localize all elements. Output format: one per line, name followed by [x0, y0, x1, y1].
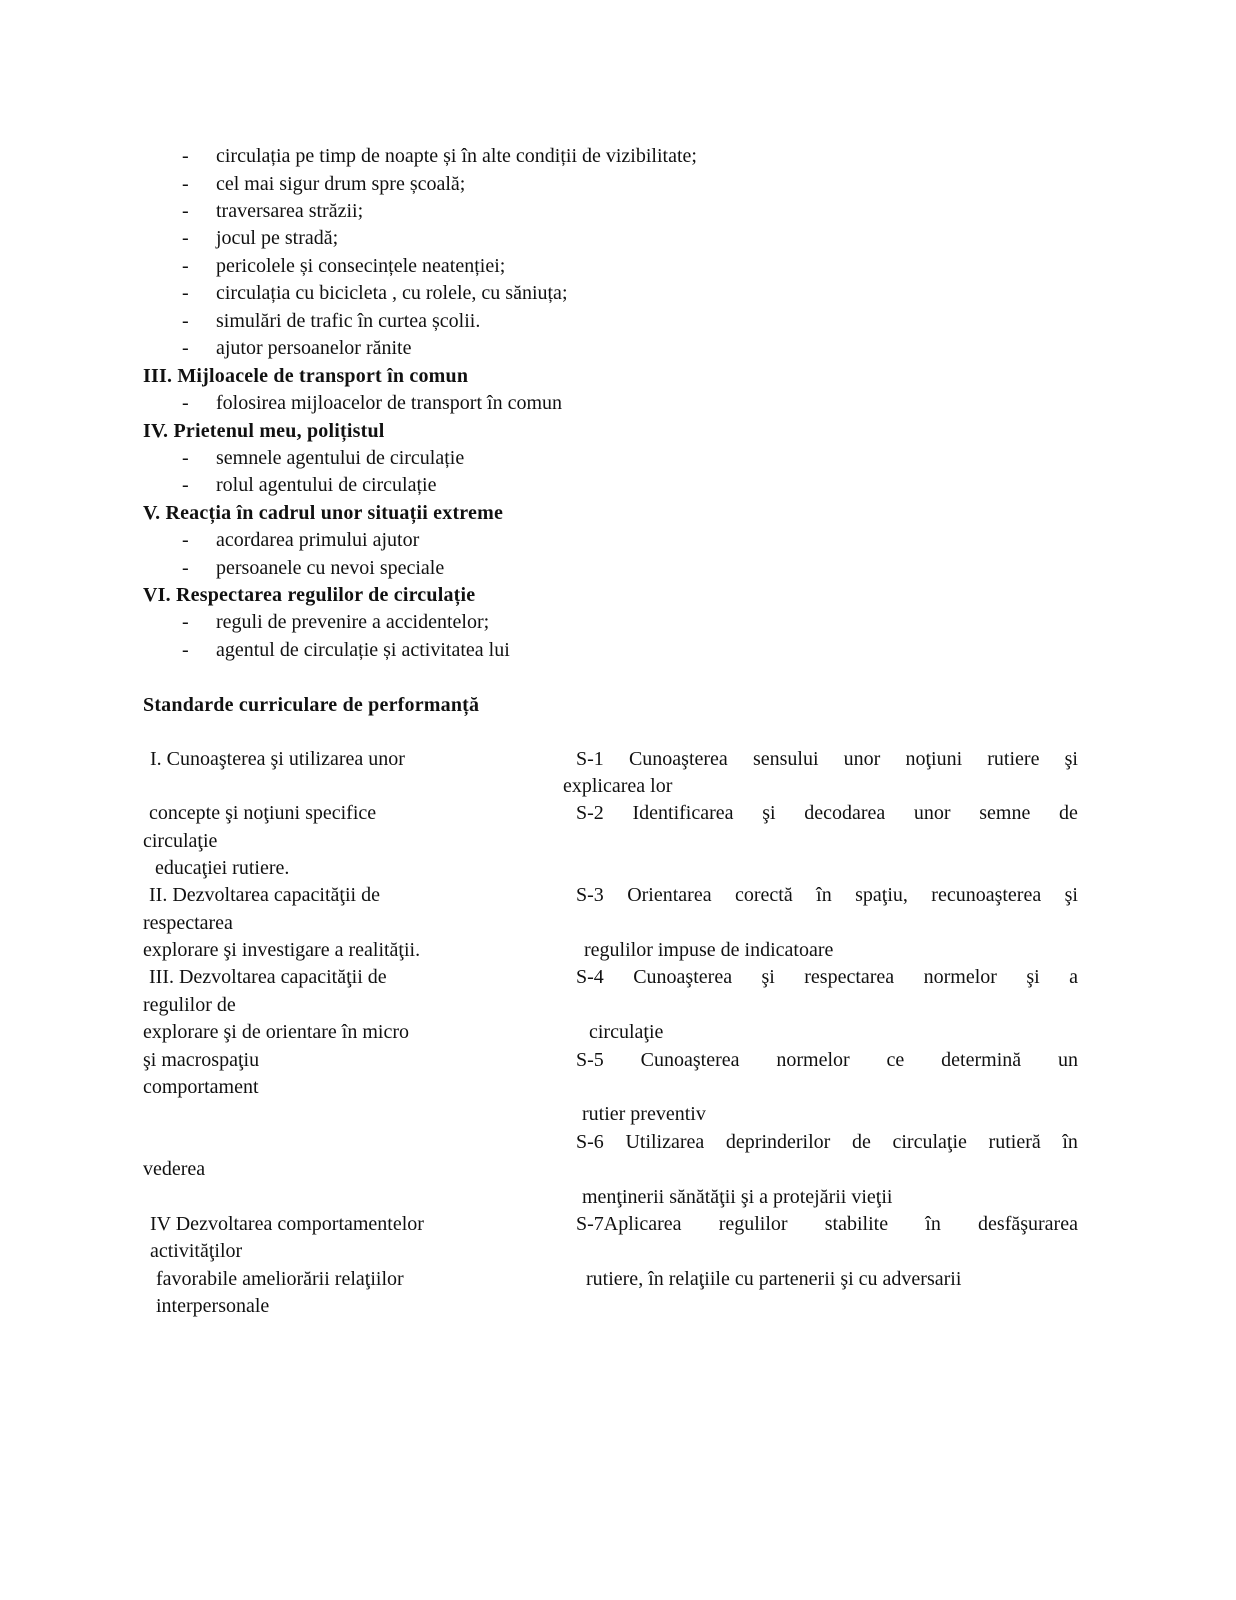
word: noţiuni: [905, 748, 963, 770]
left-col-line: activităţilor: [150, 1240, 243, 1262]
list-item: - agentul de circulație și activitatea lui: [182, 639, 510, 661]
word: spaţiu,: [855, 884, 908, 906]
standard-s4: [576, 964, 1078, 990]
word: de: [1059, 802, 1078, 824]
word: desfăşurarea: [978, 1213, 1078, 1235]
word: ce: [886, 1049, 905, 1071]
left-col-line: respectarea: [143, 912, 233, 934]
word: semne: [979, 802, 1031, 824]
left-col-line: circulaţie: [143, 830, 218, 852]
standard-s6: [576, 1129, 1078, 1155]
word: S-7Aplicarea: [576, 1213, 682, 1235]
standards-title: Standarde curriculare de performanță: [143, 694, 480, 716]
left-col-line: concepte şi noţiuni specifice: [149, 802, 377, 824]
word: S-6: [576, 1131, 604, 1153]
left-col-line: educaţiei rutiere.: [155, 857, 290, 879]
list-item: - acordarea primului ajutor: [182, 529, 420, 551]
section-heading-iii: III. Mijloacele de transport în comun: [143, 365, 469, 387]
left-col-line: şi macrospaţiu: [143, 1049, 260, 1071]
word: decodarea: [804, 802, 886, 824]
list-item: - semnele agentului de circulație: [182, 447, 465, 469]
word: recunoaşterea: [931, 884, 1042, 906]
word: S-5: [576, 1049, 604, 1071]
word: Orientarea: [627, 884, 712, 906]
word: respectarea: [804, 966, 895, 988]
word: deprinderilor: [725, 1131, 831, 1153]
word: unor: [913, 802, 951, 824]
list-item: - simulări de trafic în curtea școlii.: [182, 310, 481, 332]
word: rutieră: [988, 1131, 1041, 1153]
word: Utilizarea: [625, 1131, 705, 1153]
word: stabilite: [824, 1213, 889, 1235]
word: şi: [1064, 884, 1078, 906]
list-item: - reguli de prevenire a accidentelor;: [182, 611, 490, 633]
right-col-line: menţinerii sănătăţii şi a protejării vieţii: [582, 1186, 893, 1208]
left-col-line: IV Dezvoltarea comportamentelor: [150, 1213, 424, 1235]
word: S-2: [576, 802, 604, 824]
list-item: - folosirea mijloacelor de transport în comun: [182, 392, 563, 414]
right-col-line: regulilor impuse de indicatoare: [584, 939, 834, 961]
word: normelor: [923, 966, 997, 988]
section-heading-vi: VI. Respectarea regulilor de circulație: [143, 584, 476, 606]
word: Cunoaşterea: [640, 1049, 740, 1071]
list-item: - persoanele cu nevoi speciale: [182, 557, 445, 579]
standard-s2: [576, 800, 1078, 826]
word: unor: [843, 748, 881, 770]
word: corectă: [735, 884, 793, 906]
left-col-line: vederea: [143, 1158, 206, 1180]
list-item: - jocul pe stradă;: [182, 227, 339, 249]
word: Cunoaşterea: [633, 966, 733, 988]
word: în: [925, 1213, 941, 1235]
right-col-line: rutiere, în relaţiile cu partenerii şi cu adversarii: [586, 1268, 962, 1290]
standard-s1: [576, 746, 1078, 772]
word: şi: [762, 802, 776, 824]
word: normelor: [776, 1049, 850, 1071]
left-col-line: explorare şi de orientare în micro: [143, 1021, 409, 1043]
word: S-1: [576, 748, 604, 770]
list-item: - circulația cu bicicleta , cu rolele, cu săniuța;: [182, 282, 568, 304]
word: Cunoaşterea: [628, 748, 728, 770]
standard-s5: [576, 1047, 1078, 1073]
word: un: [1058, 1049, 1078, 1071]
left-col-line: III. Dezvoltarea capacităţii de: [149, 966, 387, 988]
standard-s3: [576, 882, 1078, 908]
left-col-line: explorare şi investigare a realităţii.: [143, 939, 421, 961]
word: determină: [941, 1049, 1022, 1071]
left-col-line: II. Dezvoltarea capacităţii de: [149, 884, 380, 906]
word: Identificarea: [632, 802, 734, 824]
standard-s7: [576, 1211, 1078, 1237]
right-col-line: circulaţie: [589, 1021, 664, 1043]
left-col-line: regulilor de: [143, 994, 236, 1016]
list-item: - cel mai sigur drum spre școală;: [182, 173, 466, 195]
word: în: [816, 884, 832, 906]
word: S-3: [576, 884, 604, 906]
word: în: [1062, 1131, 1078, 1153]
word: S-4: [576, 966, 604, 988]
section-heading-v: V. Reacția în cadrul unor situații extreme: [143, 502, 504, 524]
word: sensului: [752, 748, 819, 770]
right-col-line: explicarea lor: [563, 775, 673, 797]
list-item: - traversarea străzii;: [182, 200, 364, 222]
left-col-line: comportament: [143, 1076, 259, 1098]
list-item: - rolul agentului de circulație: [182, 474, 437, 496]
word: a: [1069, 966, 1078, 988]
word: şi: [1064, 748, 1078, 770]
left-col-line: interpersonale: [156, 1295, 270, 1317]
right-col-line: rutier preventiv: [582, 1103, 706, 1125]
list-item: - ajutor persoanelor rănite: [182, 337, 412, 359]
list-item: - circulația pe timp de noapte și în alte condiții de vizibilitate;: [182, 145, 697, 167]
word: regulilor: [718, 1213, 788, 1235]
word: şi: [1026, 966, 1040, 988]
left-col-line: favorabile ameliorării relaţiilor: [156, 1268, 404, 1290]
list-item: - pericolele și consecințele neatenției;: [182, 255, 506, 277]
word: circulaţie: [892, 1131, 967, 1153]
word: de: [851, 1131, 871, 1153]
word: rutiere: [987, 748, 1040, 770]
word: şi: [761, 966, 775, 988]
section-heading-iv: IV. Prietenul meu, polițistul: [143, 420, 385, 442]
left-col-line: I. Cunoaşterea şi utilizarea unor: [150, 748, 405, 770]
